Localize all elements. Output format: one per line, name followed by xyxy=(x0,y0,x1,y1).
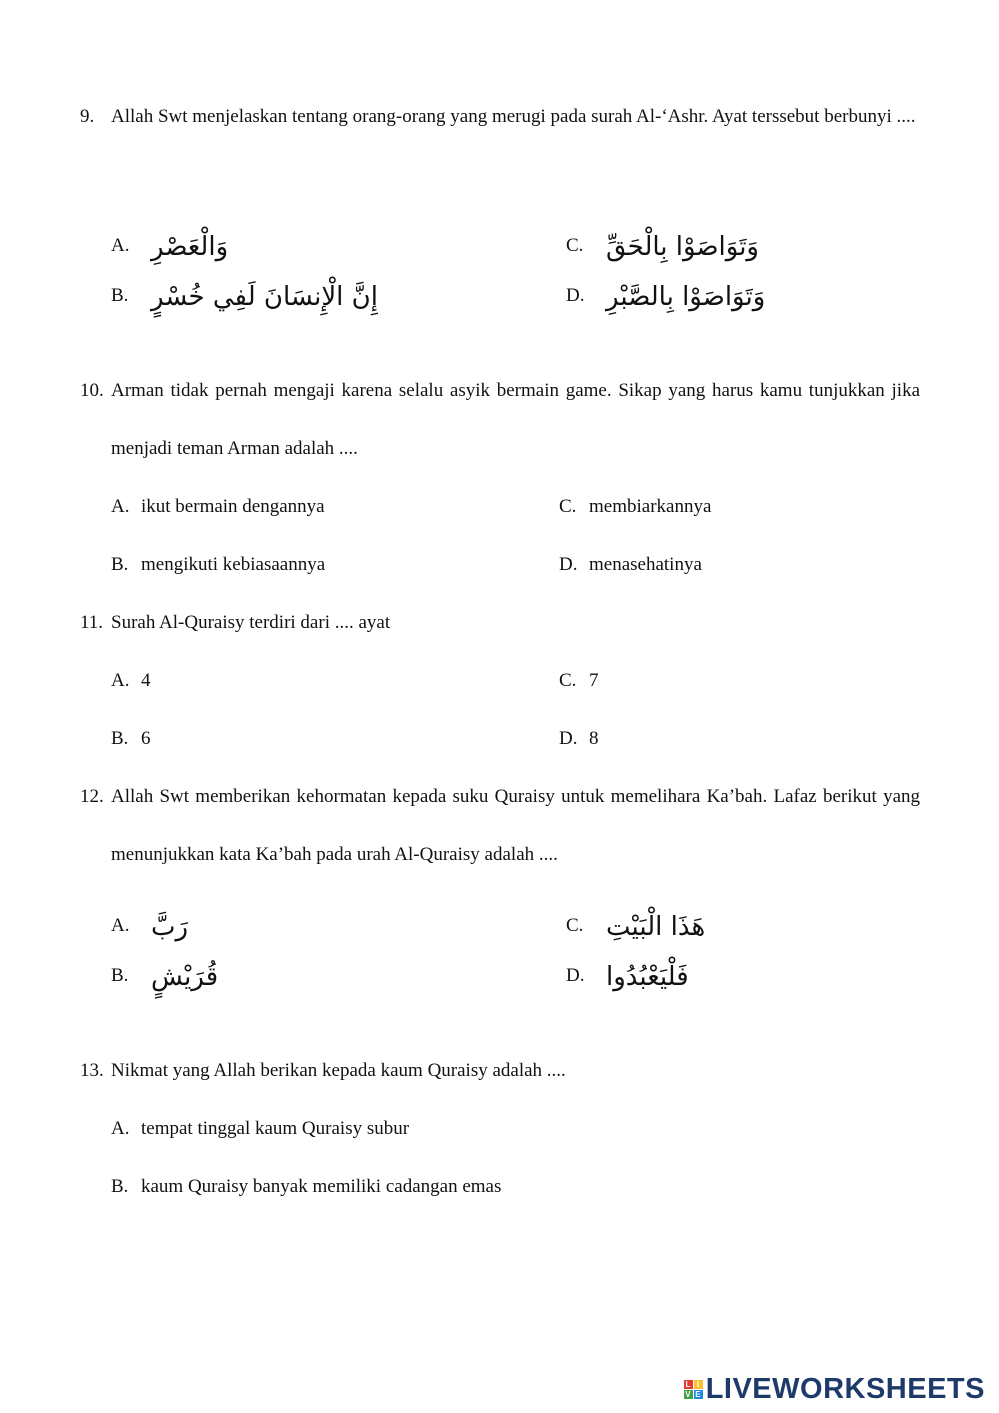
option-letter: B. xyxy=(111,965,129,986)
option-9a[interactable] xyxy=(111,231,228,262)
option-letter: A. xyxy=(111,670,130,691)
option-text: 6 xyxy=(141,728,151,749)
option-letter: A. xyxy=(111,1118,130,1139)
option-arabic: قُرَيْشٍ xyxy=(151,961,219,992)
option-11b[interactable] xyxy=(111,724,151,754)
option-arabic: رَبَّ xyxy=(151,911,189,942)
option-10c[interactable] xyxy=(559,492,711,522)
question-text: Nikmat yang Allah berikan kepada kaum Quraisy adalah .... xyxy=(111,1060,566,1081)
option-10a[interactable] xyxy=(111,492,325,522)
option-text: membiarkannya xyxy=(589,496,712,517)
option-12d[interactable] xyxy=(566,961,689,992)
question-10 xyxy=(80,362,920,478)
option-arabic: هَذَا الْبَيْتِ xyxy=(606,911,706,942)
option-text: mengikuti kebiasaannya xyxy=(141,554,326,575)
option-text: menasehatinya xyxy=(589,554,702,575)
question-12 xyxy=(80,768,920,884)
option-text: ikut bermain dengannya xyxy=(141,496,325,517)
question-13 xyxy=(80,1042,920,1100)
option-letter: D. xyxy=(559,728,578,749)
option-letter: C. xyxy=(566,235,584,256)
question-text: Surah Al-Quraisy terdiri dari .... ayat xyxy=(111,612,391,633)
live-grid-icon xyxy=(684,1380,703,1399)
option-arabic: إِنَّ الْإِنسَانَ لَفِي خُسْرٍ xyxy=(151,281,378,312)
option-letter: A. xyxy=(111,235,130,256)
logo-letter-i: I xyxy=(694,1380,703,1389)
option-12a[interactable] xyxy=(111,911,188,942)
option-12c[interactable] xyxy=(566,911,705,942)
option-9b[interactable] xyxy=(111,281,378,312)
question-11 xyxy=(80,594,920,652)
question-number: 10. xyxy=(80,380,104,401)
option-13a[interactable] xyxy=(111,1114,409,1144)
option-text: kaum Quraisy banyak memiliki cadangan emas xyxy=(141,1176,502,1197)
question-number: 9. xyxy=(80,106,95,127)
option-letter: B. xyxy=(111,285,129,306)
option-arabic: وَتَوَاصَوْا بِالصَّبْرِ xyxy=(606,281,766,312)
logo-letter-l: L xyxy=(685,1379,691,1389)
question-text: Allah Swt menjelaskan tentang orang-orang yang merugi pada surah Al-‘Ashr. Ayat terssebut berbunyi .... xyxy=(111,106,916,127)
logo-text: LIVEWORKSHEETS xyxy=(705,1372,985,1405)
option-letter: C. xyxy=(559,496,577,517)
logo-letter-v: V xyxy=(685,1389,692,1399)
option-text: 7 xyxy=(589,670,599,691)
option-9c[interactable] xyxy=(566,231,759,262)
option-letter: D. xyxy=(566,965,585,986)
question-number: 13. xyxy=(80,1060,104,1081)
option-letter: A. xyxy=(111,915,130,936)
option-11d[interactable] xyxy=(559,724,599,754)
option-letter: C. xyxy=(559,670,577,691)
question-text: Arman tidak pernah mengaji karena selalu asyik bermain game. Sikap yang harus kamu tunjukkan jika menjadi teman Arman adalah .... xyxy=(111,380,920,459)
question-number: 12. xyxy=(80,786,104,807)
option-11a[interactable] xyxy=(111,666,151,696)
option-arabic: فَلْيَعْبُدُوا xyxy=(606,961,689,992)
option-text: 8 xyxy=(589,728,599,749)
option-arabic: وَتَوَاصَوْا بِالْحَقِّ xyxy=(606,231,759,262)
option-9d[interactable] xyxy=(566,281,765,312)
option-letter: C. xyxy=(566,915,584,936)
logo-letter-e: E xyxy=(695,1389,702,1399)
option-12b[interactable] xyxy=(111,961,218,992)
option-letter: B. xyxy=(111,554,129,575)
option-letter: D. xyxy=(566,285,585,306)
option-13b[interactable] xyxy=(111,1172,501,1202)
option-10d[interactable] xyxy=(559,550,702,580)
option-arabic: وَالْعَصْرِ xyxy=(151,231,229,262)
option-11c[interactable] xyxy=(559,666,599,696)
option-letter: A. xyxy=(111,496,130,517)
question-9 xyxy=(80,88,920,146)
option-text: 4 xyxy=(141,670,151,691)
question-number: 11. xyxy=(80,612,104,633)
option-letter: B. xyxy=(111,728,129,749)
option-letter: D. xyxy=(559,554,578,575)
option-letter: B. xyxy=(111,1176,129,1197)
option-10b[interactable] xyxy=(111,550,325,580)
liveworksheets-logo[interactable] xyxy=(684,1372,985,1406)
option-text: tempat tinggal kaum Quraisy subur xyxy=(141,1118,410,1139)
question-text: Allah Swt memberikan kehormatan kepada suku Quraisy untuk memelihara Ka’bah. Lafaz berikut yang menunjukkan kata Ka’bah pada urah Al-Quraisy adalah .... xyxy=(111,786,920,865)
